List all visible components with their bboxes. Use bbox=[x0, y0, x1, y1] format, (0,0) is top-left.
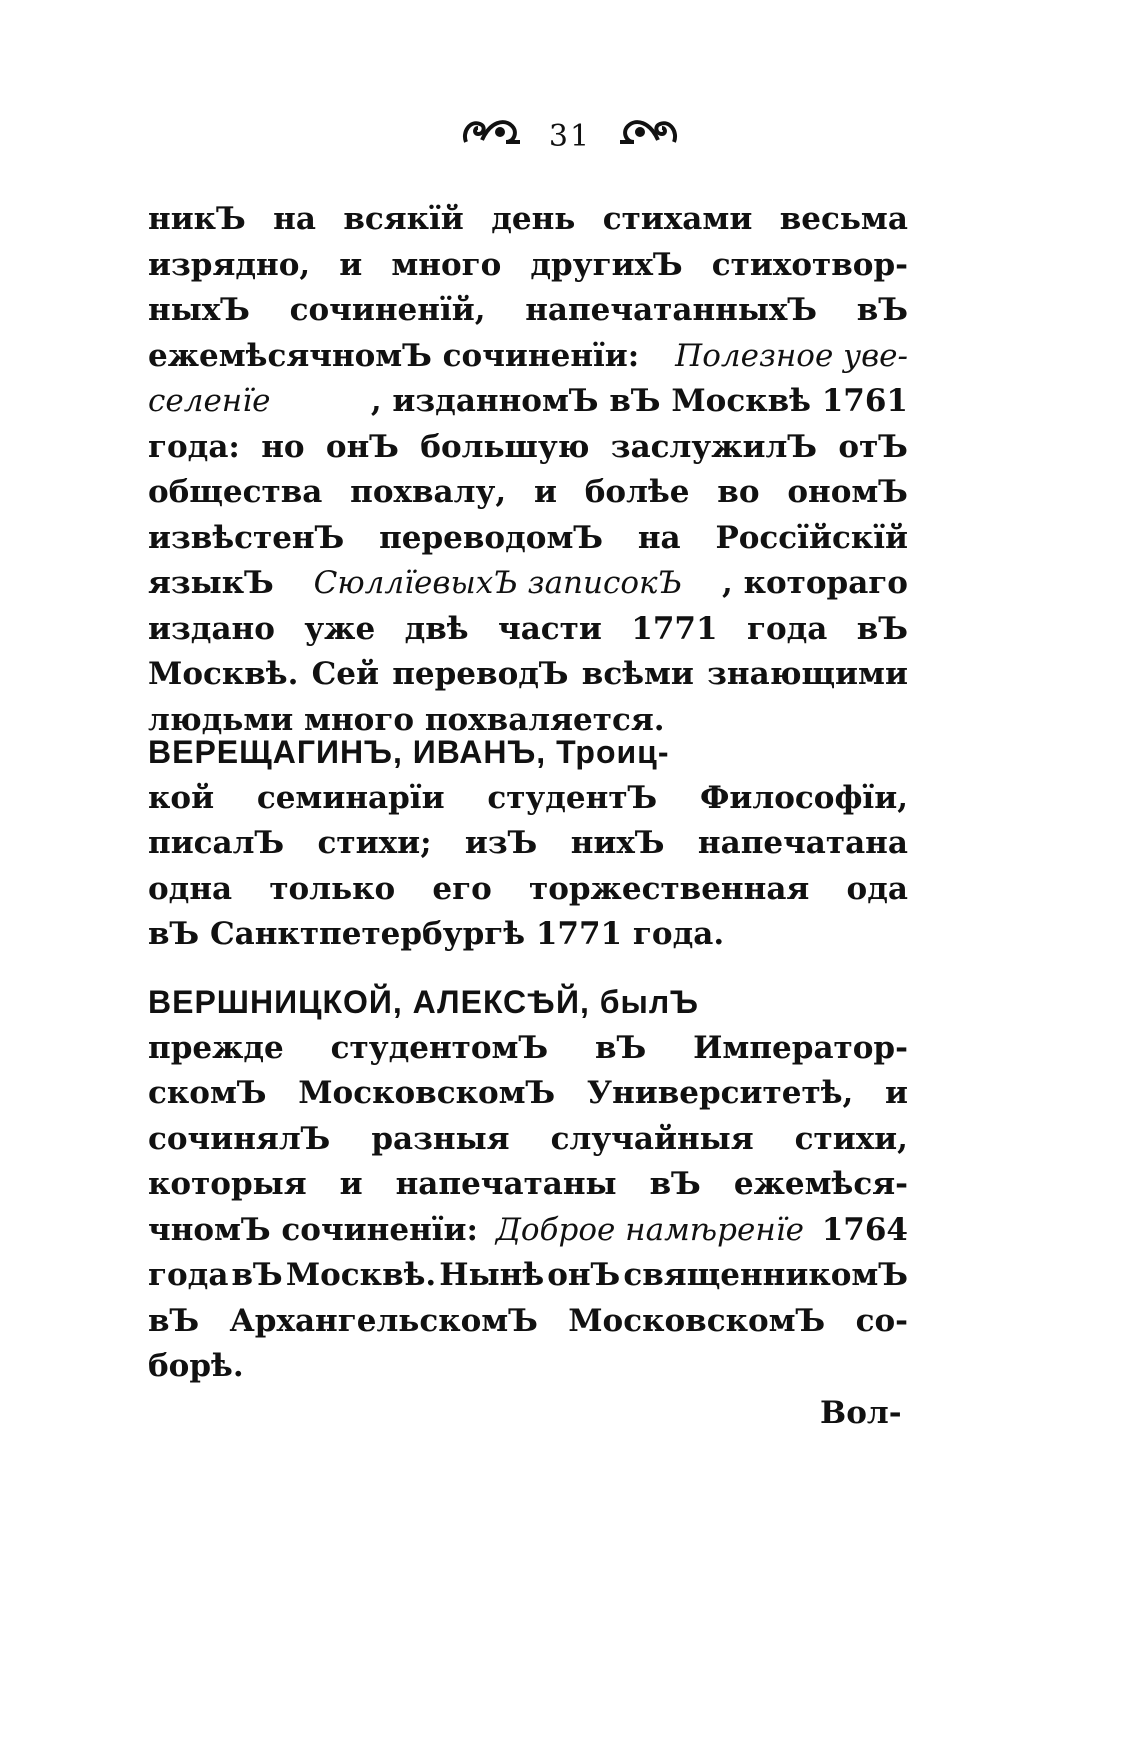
entry-heading: ВЕРЕЩАГИНЪ, ИВАНЪ, Троиц- bbox=[148, 734, 670, 770]
text-line: скомЪ МосковскомЪ Университетѣ, и bbox=[148, 1075, 908, 1111]
text-line: извѣстенЪ переводомЪ на Россїйскїй bbox=[148, 519, 908, 556]
text-segment: языкЪ bbox=[148, 565, 274, 601]
text-line: которыя и напечатаны вЪ ежемѣся- bbox=[148, 1166, 908, 1202]
text-segment: чномЪ сочиненїи: bbox=[148, 1211, 478, 1248]
text-segment: ежемѣсячномЪ сочиненїи: bbox=[148, 337, 640, 374]
text-line: никЪ на всякїй день стихами весьма bbox=[148, 201, 908, 237]
entry-heading-line bbox=[148, 730, 908, 776]
text-line: сочинялЪ разныя случайныя стихи, bbox=[148, 1120, 908, 1157]
italic-title: Полезное уве- bbox=[675, 337, 908, 374]
text-line bbox=[148, 379, 908, 425]
text-line: общества похвалу, и болѣе во ономЪ bbox=[148, 474, 908, 510]
page-header bbox=[0, 112, 1140, 161]
text-line: вЪ Санктпетербургѣ 1771 года. bbox=[148, 916, 725, 952]
italic-title: СюллїевыхЪ записокЪ bbox=[313, 565, 683, 601]
text-line: прежде студентомЪ вЪ Император- bbox=[148, 1029, 908, 1066]
text-line bbox=[148, 1208, 908, 1254]
entry-heading: ВЕРШНИЦКОЙ, АЛЕКСѢЙ, былЪ bbox=[148, 984, 699, 1020]
left-ornament-icon bbox=[460, 112, 526, 161]
right-ornament-icon bbox=[614, 112, 680, 161]
text-segment: 1764 bbox=[821, 1211, 908, 1248]
text-line bbox=[148, 334, 908, 380]
text-line: борѣ. bbox=[148, 1348, 244, 1384]
text-segment: , изданномЪ вЪ Москвѣ 1761 bbox=[370, 383, 908, 419]
text-line: Москвѣ. Сей переводЪ всѣми знающими bbox=[148, 656, 908, 692]
text-segment: , котораго bbox=[722, 565, 908, 601]
text-line: вЪ АрхангельскомЪ МосковскомЪ со- bbox=[148, 1302, 908, 1339]
italic-title: Доброе намѣренїе bbox=[495, 1211, 805, 1248]
text-line: года: но онЪ большую заслужилЪ отЪ bbox=[148, 428, 908, 465]
text-line: одна только его торжественная ода bbox=[148, 870, 908, 907]
text-line: года вЪ Москвѣ. Нынѣ онЪ священникомЪ bbox=[148, 1257, 908, 1293]
text-line: издано уже двѣ части 1771 года вЪ bbox=[148, 610, 908, 647]
entry-vershnitskoy bbox=[148, 980, 908, 1390]
text-line: людьми много похваляется. bbox=[148, 701, 665, 738]
italic-title: селенїе bbox=[148, 383, 271, 419]
text-line: изрядно, и много другихЪ стихотвор- bbox=[148, 246, 908, 283]
paragraph-1 bbox=[148, 197, 908, 743]
text-line bbox=[148, 561, 908, 607]
text-line: ныхЪ сочиненїй, напечатанныхЪ вЪ bbox=[148, 292, 908, 328]
entry-vereshchagin bbox=[148, 730, 908, 958]
page-number: 31 bbox=[548, 119, 592, 154]
entry-heading-line bbox=[148, 980, 908, 1026]
text-line: писалЪ стихи; изЪ нихЪ напечатана bbox=[148, 825, 908, 861]
text-line: кой семинарїи студентЪ Философїи, bbox=[148, 779, 908, 816]
catchword: Вол- bbox=[820, 1395, 902, 1431]
